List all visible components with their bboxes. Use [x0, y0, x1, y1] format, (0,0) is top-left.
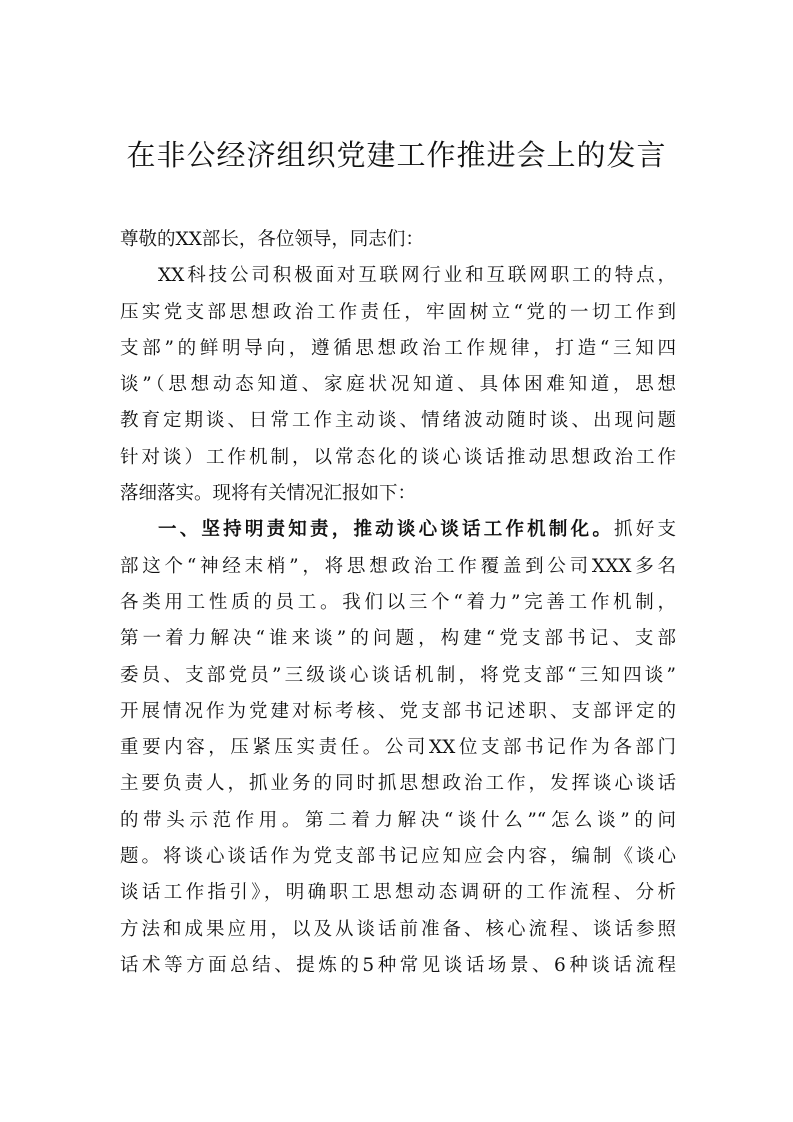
intro-line: 针对谈）工作机制，以常态化的谈心谈话推动思想政治工作 — [120, 446, 676, 468]
section-1-line: 各类用工性质的员工。我们以三个“着力”完善工作机制， — [120, 591, 676, 613]
intro-line: 谈”（思想动态知道、家庭状况知道、具体困难知道，思想 — [120, 374, 676, 396]
intro-line: 教育定期谈、日常工作主动谈、情绪波动随时谈、出现问题 — [120, 410, 676, 432]
section-1-line: 第一着力解决“谁来谈”的问题，构建“党支部书记、支部 — [120, 628, 676, 650]
section-1-line: 委员、支部党员”三级谈心谈话机制，将党支部“三知四谈” — [120, 664, 676, 686]
section-1-line: 方法和成果应用，以及从谈话前准备、核心流程、谈话参照 — [120, 918, 676, 940]
intro-line: 支部”的鲜明导向，遵循思想政治工作规律，打造“三知四 — [120, 337, 676, 359]
document-body — [120, 222, 676, 984]
section-1-line: 谈话工作指引》，明确职工思想动态调研的工作流程、分析 — [120, 882, 676, 904]
intro-line: XX科技公司积极面对互联网行业和互联网职工的特点， — [158, 265, 676, 287]
section-1-first-line — [120, 512, 676, 548]
section-1-heading-rest: 抓好支 — [614, 519, 676, 541]
section-1-line: 重要内容，压紧压实责任。公司XX位支部书记作为各部门 — [120, 737, 676, 759]
intro-line: 落细落实。现将有关情况汇报如下： — [120, 483, 417, 505]
section-1-line: 题。将谈心谈话作为党支部书记应知应会内容，编制《谈心 — [120, 846, 676, 868]
section-1-line: 的带头示范作用。第二着力解决“谈什么”“怎么谈”的问 — [120, 809, 676, 831]
section-1-heading: 一、坚持明责知责，推动谈心谈话工作机制化。 — [158, 519, 615, 541]
salutation: 尊敬的XX部长，各位领导，同志们： — [120, 229, 424, 250]
section-1-line: 开展情况作为党建对标考核、党支部书记述职、支部评定的 — [120, 700, 676, 722]
section-1-line: 部这个“神经末梢”，将思想政治工作覆盖到公司XXX多名 — [120, 555, 676, 577]
section-1-line: 话术等方面总结、提炼的5种常见谈话场景、6种谈话流程 — [120, 954, 676, 976]
intro-line: 压实党支部思想政治工作责任，牢固树立“党的一切工作到 — [120, 301, 676, 323]
document-title: 在非公经济组织党建工作推进会上的发言 — [126, 138, 667, 172]
section-1-line: 主要负责人，抓业务的同时抓思想政治工作，发挥谈心谈话 — [120, 773, 676, 795]
